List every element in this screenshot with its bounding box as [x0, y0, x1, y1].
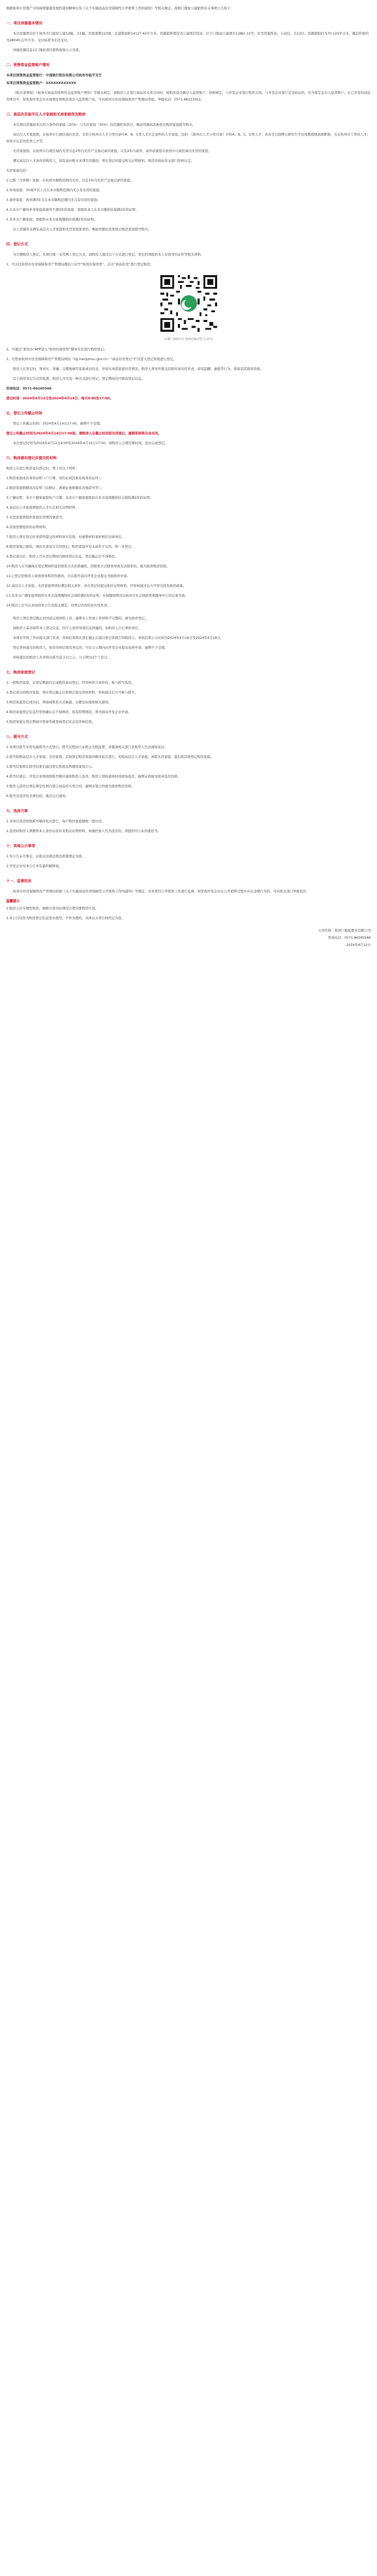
- list-title: 无房家庭包括：: [6, 168, 29, 173]
- list-item: 2.本公告仅作为购房登记信息发布使用，不作为要约，具体以买卖合同约定为准。: [6, 916, 125, 920]
- list-item: 3.离异家庭：离异满3年且在本市限购范围内无自有住房的家庭；: [6, 198, 101, 202]
- list-item: 5.购房人选房后须在规定时间内签订商品房买卖合同，逾期未签订的视为放弃购房资格。: [6, 784, 135, 788]
- section-lottery: [6, 734, 371, 800]
- paragraph: 购房人在进行购房意向登记时，须上传以下材料：: [6, 466, 79, 470]
- paragraph: 杭州市住房保障和房产管理局依据《关于实施商品住房保障性公开销售工作的通知》等规定，对本项目公开销售工作进行监督。如发现开发企业在公开销售过程中存在违规行为的，可向相关部门举报投诉。: [13, 889, 310, 893]
- paragraph: 本次项目房源由本次符合条件的家庭（20%）与无房家庭（30%）的房源优先供应，剩余房源由其他登记购房家庭摇号购买。: [13, 123, 196, 127]
- account-number: 本项目预售资金监管账户：XXXXXXXXXXXX: [6, 81, 76, 85]
- list-item: 4.在本市户籍的单身家庭或离异不满3年的家庭：需提供本人在本市缴纳社保满2年的证明；: [6, 208, 139, 212]
- time-line: [6, 395, 371, 402]
- phone-label: 咨询电话：: [6, 386, 23, 391]
- list-item: 1.购房家庭成员身份证明（户口簿、身份证或其他有效身份证件）；: [6, 476, 104, 480]
- section-title: 九、选房方案: [6, 809, 28, 813]
- qr-caption: （扫描二维码关注“杭州住保房管”公众号）: [162, 338, 215, 341]
- deadline-notice: 登记上传截止时间为2024年4月14日17:00前，请购房人在截止时间前完成登记，逾期系统将自动关闭。: [6, 431, 161, 435]
- list-item: 1.购房人应当理性购房，根据自身实际情况合理安排购房计划。: [6, 906, 99, 910]
- paragraph: 本项目审核工作由相关部门负责，审核结果将在登记截止后通过登记系统告知购房人。审核结果公示时间为2024年4月16日至2024年4月18日。: [13, 636, 224, 640]
- list-item: 4.高层次人才家庭须提供人才认定相关证明材料；: [6, 505, 79, 510]
- list-item: 12.高层次人才家庭、无房家庭须同时满足相关条件，并在登记时提交相应证明材料，经审核通过后方可享受优先购房政策。: [6, 584, 186, 588]
- list-item: 2.单身家庭：30周岁以上且在本市限购范围内无自有住房的家庭；: [6, 188, 103, 192]
- list-item: 10.购房人应当确保在登记期间所提供联系方式的准确性，因联系方式错误导致无法联系的，视为放弃购房资格。: [6, 564, 170, 568]
- paragraph: 审核通过的购房人名单将在摇号前予以公示，公示期为3个工作日。: [13, 655, 111, 659]
- paragraph: 详细房源信息以门地星项目销售现场公示为准。: [13, 48, 83, 52]
- section-supervision: [6, 878, 371, 922]
- list-item: 5.非本市户籍家庭，需提供在本市连续缴纳社保满2年的证明。: [6, 217, 97, 222]
- section-deadline: [6, 410, 371, 447]
- paragraph: 以上房源若未满足高层次人才家庭和无房家庭需求的，剩余房源由其他登记购房家庭摇号购买。: [13, 227, 152, 231]
- phone-number[interactable]: 0571-86265566: [22, 386, 52, 391]
- paragraph: 满足高层次人才条件的购房人，如有意向购买本项目房源的，须在登记时提交相关证明材料，购房资格由有关部门审核认定。: [13, 159, 194, 163]
- qr-code-icon[interactable]: [160, 275, 217, 332]
- section-selection-plan: [6, 808, 371, 835]
- section-title: 七、购房家庭登记: [6, 670, 35, 674]
- paragraph: 登记上传截止时间：2024年4月14日17:00，逾期不予受理。: [13, 421, 103, 426]
- paragraph: 本次登记时间为2024年4月12日9:00至2024年4月14日17:00，请购房人合理安排时间，及时完成登记。: [13, 441, 168, 445]
- section-title: 一、项目房源基本情况: [6, 21, 42, 25]
- list-item: 1.一般购房家庭，在登记期间内完成购房意向登记，经审核符合条件的，参与摇号选房。: [6, 681, 135, 685]
- list-item: 1.本项目选房按照摇号顺序依次进行，每户购房家庭限购一套住房。: [6, 819, 105, 823]
- paragraph: 高层次人才家庭指，在杭州市行政区域内无房，且符合杭州市人才分类目录中A、B、C类人才认定条件的人才家庭，包括：《杭州市人才分类目录》中的A、B、C、D类人才；具有全日制博士研究生学历或教授级高级职称，且在杭州市工作的人才；杭州市认定的优秀人才等。: [6, 132, 370, 143]
- list-item: 13.非本市户籍家庭须提供在本市连续缴纳社会保险满2年的证明，社保缴纳情况以杭州市社会保险管理服务中心的记录为准。: [6, 594, 188, 598]
- paragraph: 《购买者须知》（杭州市商品房预售资金监管账户须知）等相关规定，请购房人在签订商品房买卖合同时，将购房款全额存入监管账户。按照规定，与开发企业签订购房合同，与开发企业签订定金协议的，应当将定金存入监管账户。在已开发的商品房项目中，如发现开发企业未按规定将购房款存入监管账户的，可向杭州市住房保障和房产管理局举报。举报电话：0571-86223552。: [6, 91, 371, 101]
- list-item: 3.户籍证明：本市户籍家庭提供户口簿；非本市户籍家庭提供在本市连续缴纳社会保险满2年的证明；: [6, 496, 153, 500]
- time-label: 登记时间：: [6, 396, 23, 400]
- list-item: 2.购房家庭婚姻状况证明（结婚证、离婚证或婚姻状况承诺书等）；: [6, 486, 104, 490]
- list-item: 5.无房家庭须提供家庭住房情况承诺书；: [6, 515, 65, 519]
- paragraph: 购房人须在登记截止时间前完成材料上传，逾期未上传或上传材料不完整的，视为放弃登记。: [13, 616, 149, 620]
- section-title: 三、高层次及临平区人才家庭和无房家庭优先购房: [6, 112, 86, 116]
- bank-name: 本项目预售资金监管银行：中国银行股份有限公司杭州市临平支行: [6, 73, 102, 77]
- list-item: 11.已登记的购房人如需放弃购房资格的，应在摇号前向开发企业提交书面放弃申请。: [6, 574, 130, 578]
- section-project-info: [6, 20, 371, 54]
- list-item: 7.购房人须在登记时承诺所提交的材料真实有效，对虚假材料承担相应法律责任；: [6, 535, 125, 539]
- intro: [6, 5, 371, 12]
- paragraph: 以上购房登记方式均免费，购房人可任选一种方式进行登记，登记期间内可修改登记信息。: [13, 377, 145, 381]
- list-item: 3.购房家庭登记成功后，须保持联系方式畅通，以便及时接收相关通知。: [6, 700, 112, 704]
- qr-code-wrap: [6, 275, 371, 334]
- footer: [6, 927, 371, 948]
- list-item: 1.本项目摇号采用电脑摇号方式进行，摇号过程由公证机关全程监督，并邀请相关部门及购房人代表现场见证。: [6, 745, 168, 749]
- list-item: 2.开发企业对本公告享有最终解释权。: [6, 864, 62, 868]
- section-title: 五、登记上传截止时间: [6, 411, 42, 415]
- section-other-notices: [6, 843, 371, 870]
- paragraph: 为方便购房人登记，本项目统一采用网上登记方式，请购房人通过以下方式进行登记，登记时须提供本人有效身份证件等相关材料。: [13, 252, 204, 257]
- paragraph: 请购房人妥善保管本人登记信息，因个人原因导致信息泄露的，由购房人自行承担责任。: [13, 626, 142, 630]
- list-item: 14.购房人应当认真阅读本公告及相关规定，对登记内容的真实性负责。: [6, 603, 110, 607]
- section-title: 六、购房意向登记应提交的材料: [6, 456, 57, 460]
- section-title: 二、预售资金监管账户情况: [6, 63, 50, 67]
- paragraph: 本次房源项目位于杭州市门地星公建12幢，共1幢，房屋套数123套，总建筑面积14127.42平方米，房源销售情况为公建项目性质。位于门地星公建项目12幢1-12号，住宅用地性质，小高层，共12层；房源面积约为70-120平方米，楼层价格约为28040元/平方米。交付标准为毛坯交付。: [6, 31, 369, 42]
- paragraph: 无房家庭指，在杭州市行政区域内无房且近2年内无房产交易记录的家庭，以及2年内离异，离异前家庭在杭州市行政区域内无房的家庭。: [13, 149, 212, 153]
- section-required-materials: [6, 455, 371, 661]
- list-item: 9.登记成功后，购房人可在登记期间内修改登记信息，登记截止后不得修改。: [6, 554, 118, 558]
- footer-phone: 咨询电话：0571-86265566: [327, 936, 371, 940]
- list-item: 2.摇号按照高层次人才家庭、无房家庭、其他登记购房家庭的顺序依次进行，先摇高层次人才家庭，再摇无房家庭，最后摇其他登记购房家庭。: [6, 755, 214, 759]
- time-value: 2024年4月12日至2024年4月14日，每天9:00至17:00。: [22, 396, 113, 400]
- list-item: 6.摇号及选房的具体时间、地点另行通知。: [6, 794, 69, 798]
- section-escrow-account: [6, 62, 371, 103]
- footer-company: 公司名称：杭州门地星置业有限公司: [318, 928, 371, 933]
- section-title: 十、其他公示事项: [6, 844, 35, 848]
- phone-line: [6, 385, 371, 392]
- footer-date: 2024年4月12日: [346, 943, 371, 947]
- section-title: 十一、监督投诉: [6, 879, 31, 883]
- step: 3、可登录杭州市住房保障和房产管理局网站（hjj.hangzhou.gov.cn）“商品住房登记”栏目进入登记系统进行登记。: [6, 357, 177, 361]
- list-item: 6.其他需要提供的证明材料。: [6, 525, 49, 529]
- section-priority-purchase: [6, 111, 371, 233]
- list-item: 3.摇号结果将在摇号结束后通过登记系统及售楼处现场公示。: [6, 765, 95, 769]
- list-item: 2.选房时购房人须携带本人身份证原件及相关证明材料，如委托他人代为选房的，须提供经公证的委托书。: [6, 829, 161, 833]
- list-item: 8.购房家庭已婚的，须由夫妻双方共同登记；购房家庭中有未成年子女的，须一并登记；: [6, 545, 135, 549]
- list-item: 1.已婚（含再婚）家庭：在杭州市限购范围内无房，且近2年内无房产交易记录的家庭；: [6, 178, 134, 182]
- list-item: 2.登记成功的购房家庭，须在登记截止后按规定提交审核材料，审核通过后方可参与摇号。: [6, 690, 138, 694]
- section-title: 八、摇号方式: [6, 735, 28, 739]
- paragraph: 购房人在登记时，须真实、准确、完整地填写家庭成员信息，并如实承诺家庭住房情况。购房人须对所提交资料的真实性负责，如有隐瞒、虚报等行为，将取消其购房资格。: [13, 367, 264, 371]
- step: 1、可关注杭州市住房保障和房产管理局微信公众号“杭州住保房管”，点击“商品住房”进行登记购房；: [6, 262, 154, 266]
- section-title: 四、登记方式: [6, 242, 28, 246]
- list-item: 4.摇号结束后，开发企业将按照摇号顺序通知购房人选房，购房人须按通知时间到场选房，逾期未到视为放弃选房资格。: [6, 774, 181, 778]
- list-item: 5.购房家庭在登记期间可登录系统查询登记状态及审核结果。: [6, 720, 95, 724]
- tips-title: 温馨提示: [6, 899, 20, 903]
- announcement-page: [0, 0, 377, 948]
- step: 2、可通过“浙里办”APP进入“杭州住保房管”服务专区进行购房登记；: [6, 347, 107, 351]
- list-item: 1.本公告未尽事宜，以相关法律法规及政策规定为准。: [6, 854, 86, 858]
- list-item: 4.购房家庭登记信息经审核确认后不得修改，如有特殊情况，须书面向开发企业申请。: [6, 710, 132, 714]
- section-household-registration: [6, 669, 371, 725]
- intro-line-1: 根据杭州市房地产市场持续健康发展的通知精神以及《关于实施商品住房保障性公开销售工作的通知》等相关规定，现将门地星公建销售有关事项公告如下：: [6, 6, 234, 10]
- section-registration-method: [6, 241, 371, 402]
- paragraph: 登记审核通过的购房人，如对审核结果有异议的，可在公示期内向开发企业提出复核申请，逾期不予受理。: [13, 646, 168, 650]
